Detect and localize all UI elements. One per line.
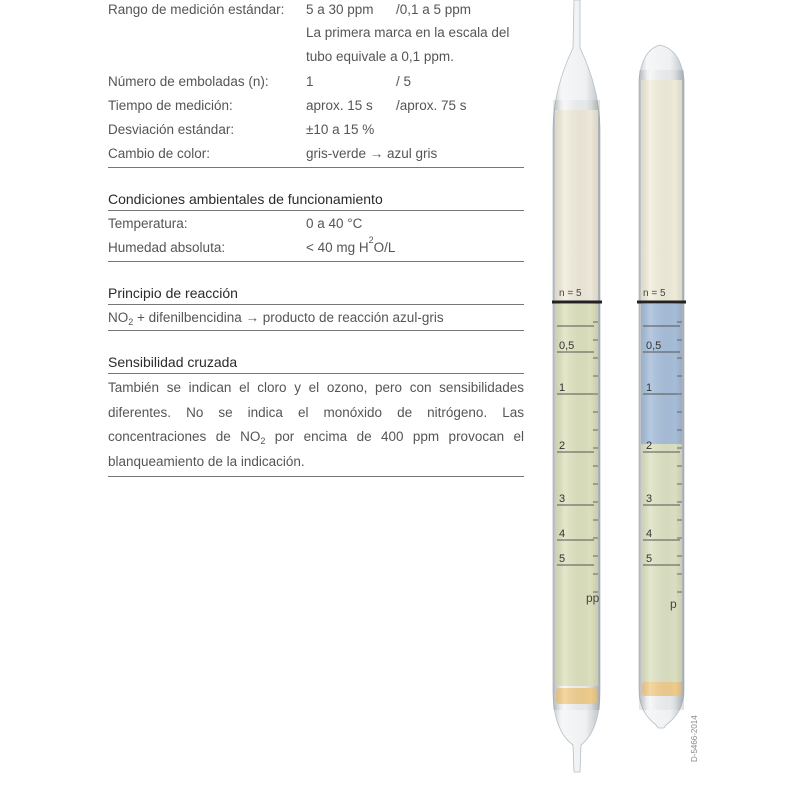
scale-mark-label: 2 <box>646 440 653 452</box>
reaction-text-pre: NO <box>108 309 129 325</box>
scale-mark-label: 4 <box>646 528 653 540</box>
range-row <box>108 0 524 21</box>
range-value-2: /0,1 a 5 ppm <box>396 1 472 17</box>
strokes-label: Número de emboladas (n): <box>108 73 269 89</box>
right-tube-n5-label: n = 5 <box>643 288 666 299</box>
left-tube-unit: pp <box>586 591 600 605</box>
temperature-label: Temperatura: <box>108 215 188 231</box>
scale-mark-label: 3 <box>559 493 566 505</box>
humidity-row <box>108 235 524 259</box>
time-value-1: aprox. 15 s <box>306 97 373 113</box>
range-values <box>306 2 471 17</box>
temperature-row <box>108 211 524 235</box>
left-tube-shading <box>553 100 600 710</box>
document-code: D-5466-2014 <box>690 715 699 762</box>
cross-paragraph <box>108 374 524 477</box>
range-note-1: La primera marca en la escala del <box>306 25 510 40</box>
humidity-value-sub: 2 <box>368 234 374 245</box>
scale-mark-label: 1 <box>646 382 653 394</box>
color-row <box>108 141 524 165</box>
strokes-values <box>306 74 411 89</box>
humidity-value-pre: < 40 mg H <box>306 239 369 255</box>
range-label: Rango de medición estándar: <box>108 1 285 17</box>
deviation-value: ±10 a 15 % <box>306 121 375 137</box>
temperature-value: 0 a 40 °C <box>306 215 363 231</box>
deviation-row <box>108 117 524 141</box>
strokes-value-2: / 5 <box>396 73 412 89</box>
humidity-label: Humedad absoluta: <box>108 239 226 255</box>
humidity-value <box>306 234 396 255</box>
section-divider <box>108 330 524 331</box>
cross-text-post: por encima de 400 ppm provocan el blanqueamiento de la indicación. <box>108 429 524 469</box>
time-value-2: /aprox. 75 s <box>396 97 467 113</box>
scale-mark-label: 5 <box>559 553 566 565</box>
reaction-text-sub: 2 <box>128 316 134 327</box>
color-value: gris-verde → azul gris <box>306 145 438 161</box>
ambient-heading: Condiciones ambientales de funcionamiento <box>108 188 524 211</box>
scale-mark-label: 3 <box>646 493 653 505</box>
time-row <box>108 93 524 117</box>
section-divider <box>108 261 524 262</box>
right-tube-unit: p <box>670 597 677 611</box>
reaction-row <box>108 305 524 329</box>
scale-mark-label: 0,5 <box>646 340 662 352</box>
scale-mark-label: 2 <box>559 440 566 452</box>
deviation-label: Desviación estándar: <box>108 121 235 137</box>
detector-tubes-image <box>536 0 736 800</box>
left-tube <box>552 0 602 772</box>
strokes-value-1: 1 <box>306 73 314 89</box>
range-note-2: tubo equivale a 0,1 ppm. <box>306 49 454 64</box>
scale-mark-label: 0,5 <box>559 340 575 352</box>
cross-text-pre: También se indican el cloro y el ozono, pero con sensibilidades diferentes. No se indica el monóxido de nitrógeno. Las concentraciones de NO <box>108 380 524 444</box>
cross-text-sub: 2 <box>260 436 266 446</box>
scale-mark-label: 5 <box>646 553 653 565</box>
range-value-1: 5 a 30 ppm <box>306 1 374 17</box>
scale-mark-label: 4 <box>559 528 566 540</box>
measurement-specs <box>108 0 524 477</box>
scale-mark-label: 1 <box>559 382 566 394</box>
strokes-row <box>108 69 524 93</box>
right-tube <box>637 45 686 728</box>
cross-heading: Sensibilidad cruzada <box>108 351 524 374</box>
time-values <box>306 98 467 113</box>
humidity-value-post: O/L <box>373 239 396 255</box>
reaction-heading: Principio de reacción <box>108 282 524 305</box>
section-divider <box>108 167 524 168</box>
reaction-text <box>108 310 444 325</box>
reaction-text-post: + difenilbencidina → producto de reacción azul-gris <box>133 309 444 325</box>
time-label: Tiempo de medición: <box>108 97 233 113</box>
left-tube-n5-label: n = 5 <box>559 288 582 299</box>
color-label: Cambio de color: <box>108 145 211 161</box>
